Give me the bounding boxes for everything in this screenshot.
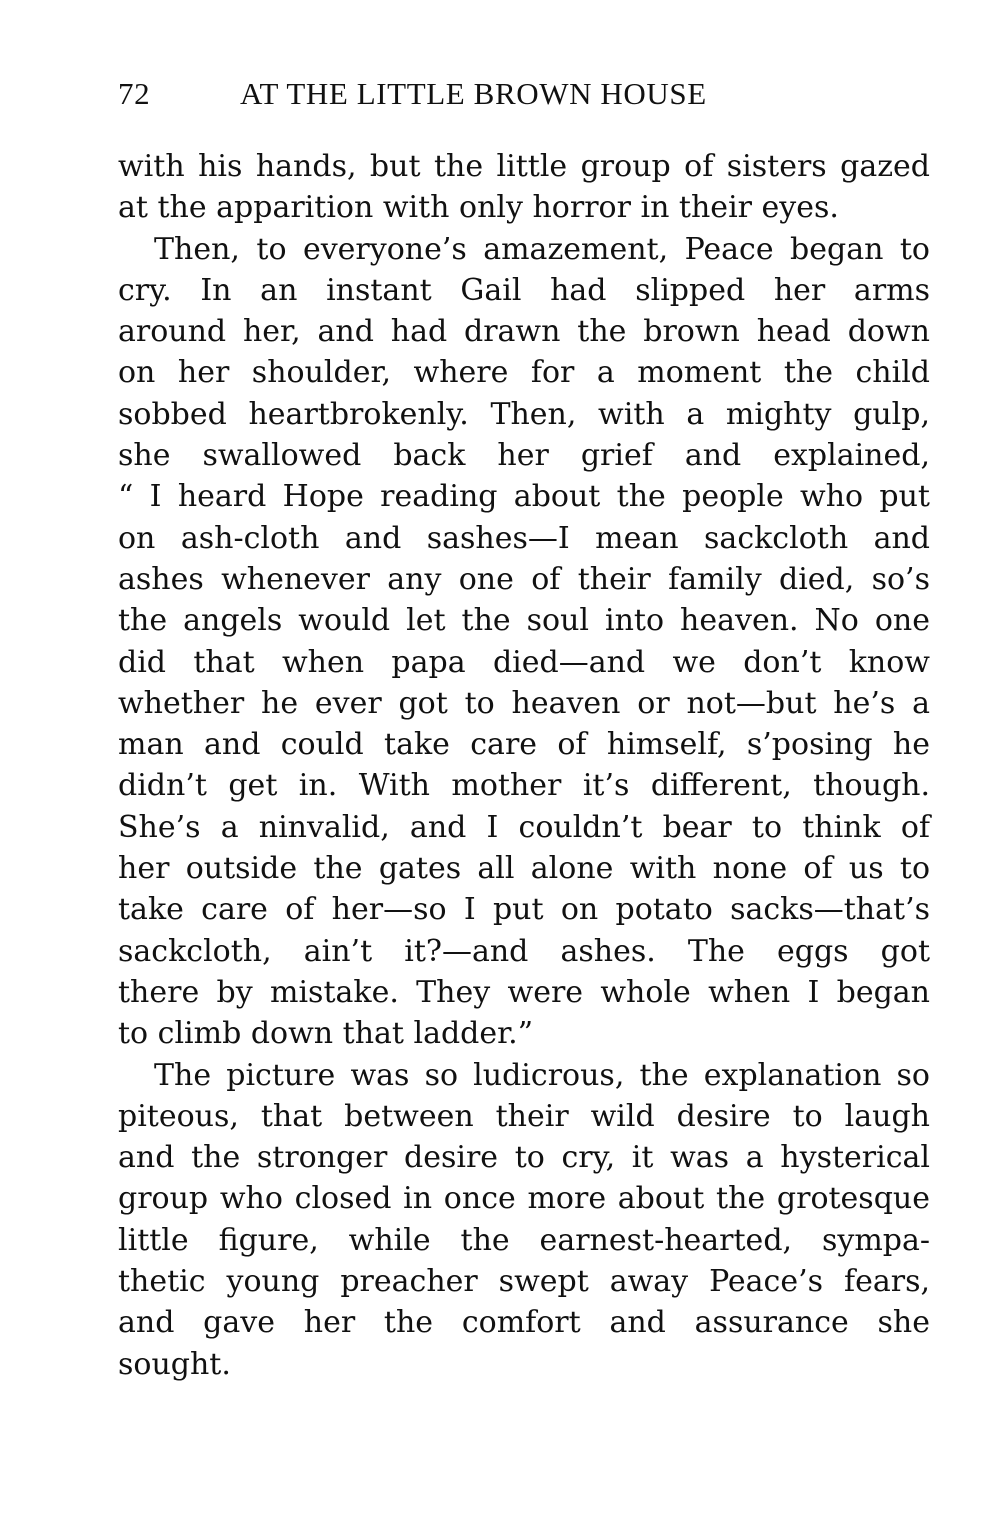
text-line: She’s a ninvalid, and I couldn’t bear to think of [118, 809, 930, 845]
text-line: with his hands, but the little group of sisters gazed [118, 149, 930, 184]
body-text [118, 146, 930, 1385]
running-title: AT THE LITTLE BROWN HOUSE [240, 76, 707, 111]
text-line: sobbed heartbrokenly. Then, with a mighty gulp, [118, 396, 930, 432]
text-line: didn’t get in. With mother it’s different, though. [118, 768, 930, 804]
text-line: piteous, that between their wild desire to laugh [118, 1098, 930, 1134]
text-line: around her, and had drawn the brown head down [118, 314, 930, 350]
page-number: 72 [118, 76, 151, 111]
text-line: and gave her the comfort and assurance she [118, 1305, 930, 1341]
text-line: take care of her—so I put on potato sacks—that’s [118, 892, 930, 928]
text-line: and the stronger desire to cry, it was a hysterical [118, 1140, 930, 1176]
text-line: at the apparition with only horror in their eyes. [118, 190, 839, 226]
text-line: Then, to everyone’s amazement, Peace began to [154, 231, 930, 267]
text-line: there by mistake. They were whole when I began [118, 974, 930, 1010]
book-page [118, 72, 930, 1385]
text-line: did that when papa died—and we don’t know [118, 644, 930, 680]
text-line: she swallowed back her grief and explained, [118, 438, 930, 474]
text-line: to climb down that ladder.” [118, 1016, 534, 1052]
text-line: on ash-cloth and sashes—I mean sackcloth and [118, 520, 930, 556]
text-line: sackcloth, ain’t it?—and ashes. The eggs got [118, 933, 930, 969]
text-line: man and could take care of himself, s’posing he [118, 727, 930, 763]
text-line: thetic young preacher swept away Peace’s fears, [118, 1264, 930, 1300]
text-line: ashes whenever any one of their family died, so’s [118, 561, 930, 597]
text-line: her outside the gates all alone with none of us to [118, 851, 930, 887]
text-line: whether he ever got to heaven or not—but he’s a [118, 685, 930, 721]
text-line: group who closed in once more about the grotesque [118, 1181, 930, 1217]
text-line: on her shoulder, where for a moment the child [118, 355, 930, 391]
text-line: “ I heard Hope reading about the people who put [118, 479, 930, 515]
running-head [118, 72, 930, 116]
text-line: little figure, while the earnest-hearted, sympa- [118, 1222, 930, 1258]
text-line: the angels would let the soul into heaven. No one [118, 603, 930, 639]
text-line: cry. In an instant Gail had slipped her arms [118, 272, 930, 308]
text-line: The picture was so ludicrous, the explanation so [154, 1057, 930, 1093]
text-line: sought. [118, 1346, 231, 1382]
